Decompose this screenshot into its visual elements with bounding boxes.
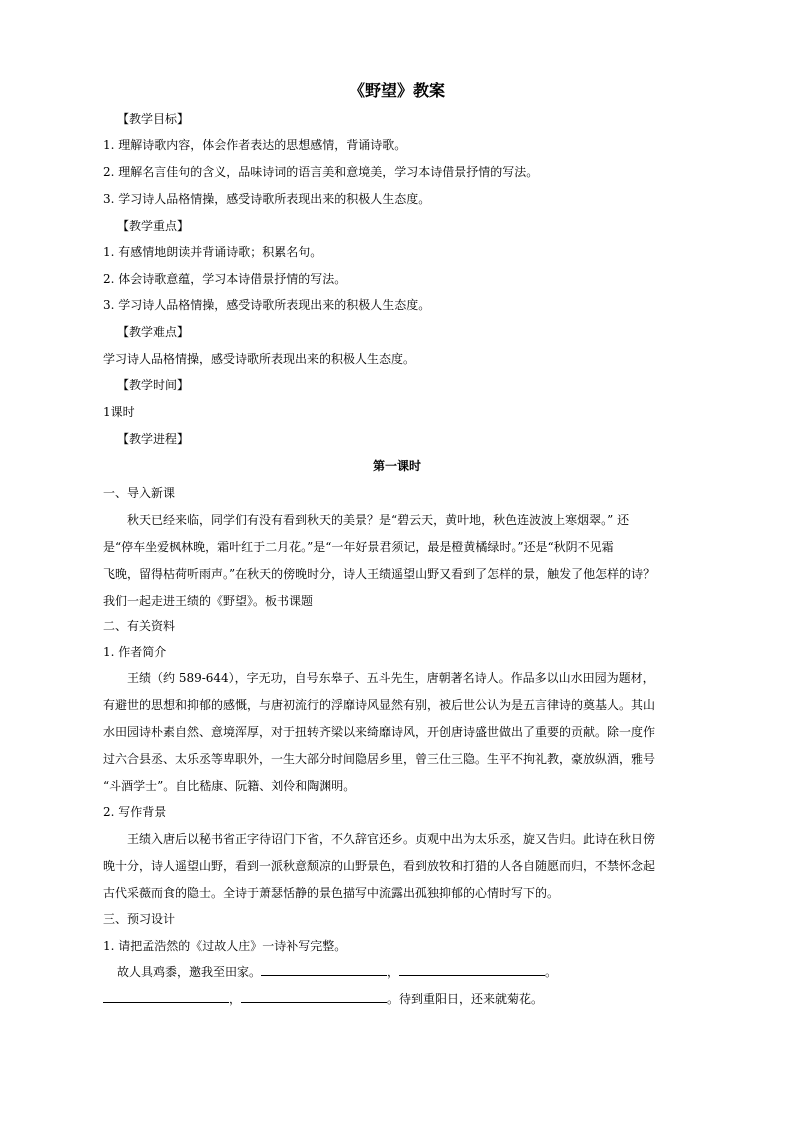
paragraph-line: 水田园诗朴素自然、意境浑厚，对于扭转齐梁以来绮靡诗风，开创唐诗盛世做出了重要的贡献。除一度作 — [103, 725, 656, 739]
paragraph-line: 晚十分，诗人遥望山野，看到一派秋意颓凉的山野景色，看到放牧和打猎的人各自随愿而归，不禁怀念起 — [103, 859, 656, 873]
paragraph-line: 王绩（约 589-644），字无功，自号东皋子、五斗先生，唐朝著名诗人。作品多以山水田园为题材， — [127, 671, 655, 685]
difficulty-text: 学习诗人品格情操，感受诗歌所表现出来的积极人生态度。 — [103, 352, 416, 366]
paragraph-line: 过六合县丞、太乐丞等卑职外，一生大部分时间隐居乡里，曾三仕三隐。生平不拘礼教，豪放纵酒，雅号 — [103, 752, 656, 766]
author-heading: 1. 作者简介 — [103, 645, 167, 659]
key-point-item: 1. 有感情地朗读并背诵诗歌；积累名句。 — [103, 245, 323, 259]
answer-blank[interactable] — [103, 990, 229, 1003]
exercise-line-1 — [117, 963, 695, 981]
background-heading: 2. 写作背景 — [103, 805, 167, 819]
paragraph-line: 古代采薇而食的隐士。全诗于萧瑟恬静的景色描写中流露出孤独抑郁的心情时写下的。 — [103, 886, 560, 900]
answer-blank[interactable] — [241, 990, 387, 1003]
key-points-heading: 【教学重点】 — [117, 219, 190, 233]
objective-item: 2. 理解名言佳句的含义，品味诗词的语言美和意境美，学习本诗借景抒情的写法。 — [103, 165, 539, 179]
objectives-heading: 【教学目标】 — [117, 112, 190, 126]
paragraph-line: 是“停车坐爱枫林晚，霜叶红于二月花。”是“一年好景君须记，最是橙黄橘绿时。”还是“秋阴不见霜 — [103, 540, 614, 554]
exercise-text: 。 — [545, 965, 558, 979]
exercise-text: 故人具鸡黍，邀我至田家。 — [117, 965, 262, 979]
process-heading: 【教学进程】 — [117, 432, 190, 446]
exercise-text: 。待到重阳日，还来就菊花。 — [387, 992, 544, 1006]
paragraph-line: 秋天已经来临，同学们有没有看到秋天的美景？是“碧云天，黄叶地，秋色连波波上寒烟翠。” 还 — [127, 513, 630, 527]
difficulty-heading: 【教学难点】 — [117, 325, 190, 339]
time-heading: 【教学时间】 — [117, 378, 190, 392]
page-title: 《野望》教案 — [348, 81, 445, 100]
key-point-item: 2. 体会诗歌意蕴，学习本诗借景抒情的写法。 — [103, 272, 347, 286]
objective-item: 3. 学习诗人品格情操，感受诗歌所表现出来的积极人生态度。 — [103, 192, 431, 206]
part1-heading: 一、导入新课 — [103, 486, 176, 500]
exercise-line-2 — [103, 990, 695, 1008]
paragraph-line: 王绩入唐后以秘书省正字待诏门下省，不久辞官还乡。贞观中出为太乐丞，旋又告归。此诗在秋日傍 — [127, 832, 656, 846]
paragraph-line: “斗酒学士”。自比嵇康、阮籍、刘伶和陶渊明。 — [103, 779, 356, 793]
time-text: 1课时 — [103, 405, 135, 419]
objective-item: 1. 理解诗歌内容，体会作者表达的思想感情，背诵诗歌。 — [103, 138, 407, 152]
part3-heading: 三、预习设计 — [103, 912, 176, 926]
paragraph-line: 飞晚，留得枯荷听雨声。”在秋天的傍晚时分，诗人王绩遥望山野又看到了怎样的景，触发了他怎样的诗？ — [103, 567, 656, 581]
paragraph-line: 有避世的思想和抑郁的感慨，与唐初流行的浮靡诗风显然有别，被后世公认为是五言律诗的奠基人。其山 — [103, 698, 656, 712]
paragraph-line: 我们一起走进王绩的《野望》。板书课题 — [103, 594, 314, 608]
exercise-heading: 1. 请把孟浩然的《过故人庄》一诗补写完整。 — [103, 939, 347, 953]
exercise-text: ， — [387, 965, 400, 979]
part2-heading: 二、有关资料 — [103, 619, 176, 633]
answer-blank[interactable] — [399, 963, 545, 976]
key-point-item: 3. 学习诗人品格情操，感受诗歌所表现出来的积极人生态度。 — [103, 298, 431, 312]
lesson-subtitle: 第一课时 — [372, 459, 421, 473]
exercise-text: ， — [229, 992, 242, 1006]
answer-blank[interactable] — [261, 963, 387, 976]
